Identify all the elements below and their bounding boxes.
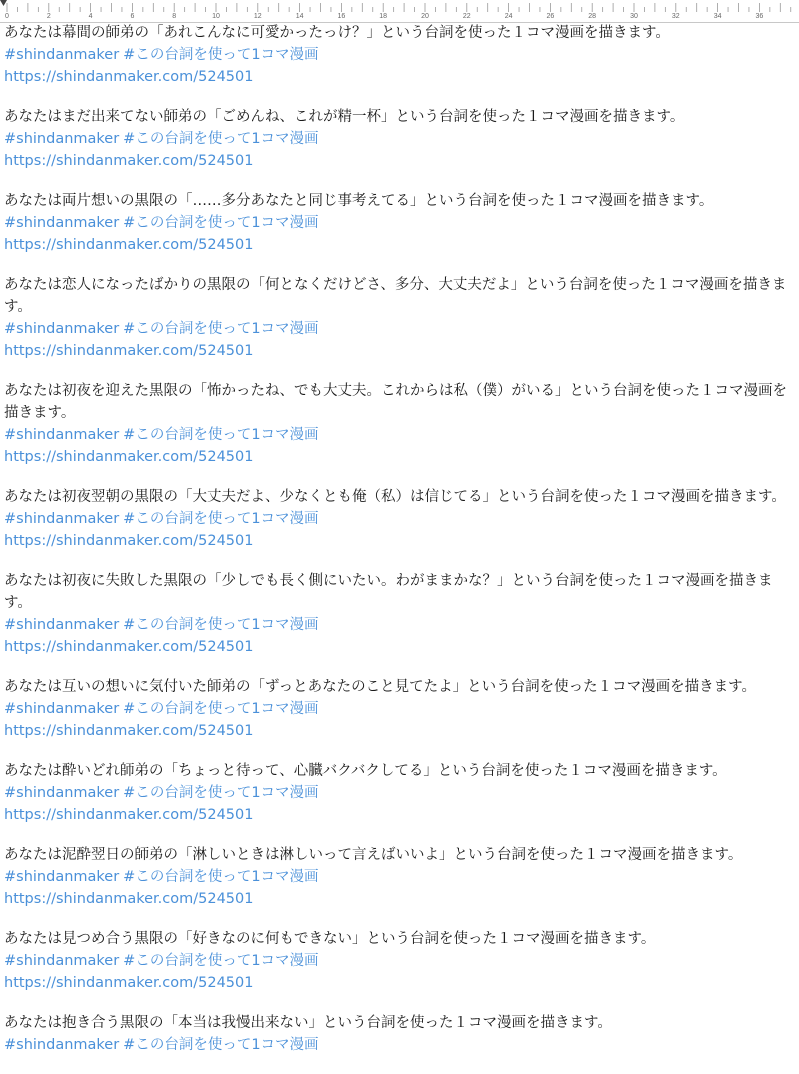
prompt-sentence: あなたは見つめ合う黒限の「好きなのに何もできない」という台詞を使った１コマ漫画を描きます。 (4, 931, 656, 947)
hashtag-link[interactable]: #この台詞を使って1コマ漫画 (123, 869, 319, 885)
hashtag-link[interactable]: #この台詞を使って1コマ漫画 (123, 47, 319, 63)
ruler-label: 12 (253, 13, 262, 20)
ruler-label: 34 (713, 13, 722, 20)
prompt-sentence: あなたは幕間の師弟の「あれこんなに可愛かったっけ？」という台詞を使った１コマ漫画を描きます。 (4, 25, 670, 41)
prompt-sentence: あなたは初夜翌朝の黒限の「大丈夫だよ、少なくとも俺（私）は信じてる」という台詞を使った１コマ漫画を描きます。 (4, 489, 786, 505)
hashtag-link[interactable]: #shindanmaker (4, 47, 120, 63)
hashtag-line (4, 866, 799, 888)
prompt-sentence: あなたは抱き合う黒限の「本当は我慢出来ない」という台詞を使った１コマ漫画を描きます。 (4, 1015, 612, 1031)
ruler-label: 2 (46, 13, 51, 20)
ruler-label: 28 (588, 13, 597, 20)
prompt-sentence: あなたは互いの想いに気付いた師弟の「ずっとあなたのこと見てたよ」という台詞を使った１コマ漫画を描きます。 (4, 679, 756, 695)
hashtag-link[interactable]: #shindanmaker (4, 511, 120, 527)
prompt-entry (4, 486, 799, 552)
prompt-sentence: あなたは初夜を迎えた黒限の「怖かったね、でも大丈夫。これからは私（僕）がいる」という台詞を使った１コマ漫画を描きます。 (4, 383, 787, 421)
hashtag-link[interactable]: #shindanmaker (4, 701, 120, 717)
shindanmaker-url-link[interactable]: https://shindanmaker.com/524501 (4, 975, 254, 991)
shindanmaker-url-link[interactable]: https://shindanmaker.com/524501 (4, 807, 254, 823)
shindanmaker-url-link[interactable]: https://shindanmaker.com/524501 (4, 343, 254, 359)
ruler-label: 10 (212, 13, 220, 20)
hashtag-line (4, 508, 799, 530)
hashtag-link[interactable]: #shindanmaker (4, 617, 120, 633)
hashtag-link[interactable]: #この台詞を使って1コマ漫画 (123, 427, 319, 443)
document-body[interactable] (4, 22, 799, 1074)
prompt-entry (4, 274, 799, 362)
hashtag-link[interactable]: #shindanmaker (4, 953, 120, 969)
hashtag-link[interactable]: #この台詞を使って1コマ漫画 (123, 321, 319, 337)
ruler-label: 20 (421, 13, 429, 20)
ruler-label: 14 (295, 13, 304, 20)
prompt-sentence: あなたは酔いどれ師弟の「ちょっと待って、心臓バクバクしてる」という台詞を使った１コマ漫画を描きます。 (4, 763, 727, 779)
hashtag-link[interactable]: #この台詞を使って1コマ漫画 (123, 1037, 319, 1053)
hashtag-link[interactable]: #shindanmaker (4, 869, 120, 885)
hashtag-line (4, 318, 799, 340)
hashtag-line (4, 424, 799, 446)
prompt-entry (4, 676, 799, 742)
prompt-sentence: あなたは恋人になったばかりの黒限の「何となくだけどさ、多分、大丈夫だよ」という台詞を使った１コマ漫画を描きます。 (4, 277, 787, 315)
prompt-entry (4, 928, 799, 994)
prompt-entry (4, 1012, 799, 1056)
ruler-label: 18 (379, 13, 388, 20)
ruler-label: 0 (5, 13, 9, 20)
prompt-entry (4, 106, 799, 172)
shindanmaker-url-link[interactable]: https://shindanmaker.com/524501 (4, 69, 254, 85)
hashtag-line (4, 698, 799, 720)
ruler-label: 30 (630, 13, 638, 20)
shindanmaker-url-link[interactable]: https://shindanmaker.com/524501 (4, 153, 254, 169)
horizontal-ruler[interactable] (0, 0, 799, 23)
hashtag-line (4, 128, 799, 150)
ruler-label: 32 (671, 13, 680, 20)
hashtag-link[interactable]: #この台詞を使って1コマ漫画 (123, 953, 319, 969)
shindanmaker-url-link[interactable]: https://shindanmaker.com/524501 (4, 449, 254, 465)
prompt-entry (4, 22, 799, 88)
ruler-label: 8 (172, 13, 177, 20)
prompt-entry (4, 760, 799, 826)
hashtag-line (4, 212, 799, 234)
ruler-label: 16 (337, 13, 346, 20)
hashtag-link[interactable]: #shindanmaker (4, 427, 120, 443)
ruler-label: 26 (546, 13, 555, 20)
ruler-label: 24 (504, 13, 513, 20)
hashtag-link[interactable]: #shindanmaker (4, 131, 120, 147)
prompt-entry (4, 570, 799, 658)
shindanmaker-url-link[interactable]: https://shindanmaker.com/524501 (4, 533, 254, 549)
shindanmaker-url-link[interactable]: https://shindanmaker.com/524501 (4, 237, 254, 253)
prompt-entry (4, 844, 799, 910)
hashtag-link[interactable]: #この台詞を使って1コマ漫画 (123, 511, 319, 527)
ruler-label: 4 (88, 13, 93, 20)
shindanmaker-url-link[interactable]: https://shindanmaker.com/524501 (4, 891, 254, 907)
hashtag-line (4, 782, 799, 804)
hashtag-link[interactable]: #この台詞を使って1コマ漫画 (123, 785, 319, 801)
ruler-label: 6 (130, 13, 135, 20)
shindanmaker-url-link[interactable]: https://shindanmaker.com/524501 (4, 723, 254, 739)
shindanmaker-url-link[interactable]: https://shindanmaker.com/524501 (4, 639, 254, 655)
hashtag-link[interactable]: #shindanmaker (4, 321, 120, 337)
prompt-sentence: あなたは両片想いの黒限の「……多分あなたと同じ事考えてる」という台詞を使った１コマ漫画を描きます。 (4, 193, 714, 209)
prompt-sentence: あなたは初夜に失敗した黒限の「少しでも長く側にいたい。わがままかな？」という台詞を使った１コマ漫画を描きます。 (4, 573, 773, 611)
hashtag-line (4, 1034, 799, 1056)
hashtag-link[interactable]: #この台詞を使って1コマ漫画 (123, 701, 319, 717)
hashtag-link[interactable]: #shindanmaker (4, 215, 120, 231)
prompt-sentence: あなたはまだ出来てない師弟の「ごめんね、これが精一杯」という台詞を使った１コマ漫画を描きます。 (4, 109, 685, 125)
ruler-label: 36 (755, 13, 764, 20)
hashtag-link[interactable]: #この台詞を使って1コマ漫画 (123, 617, 319, 633)
hashtag-line (4, 614, 799, 636)
prompt-entry (4, 190, 799, 256)
prompt-sentence: あなたは泥酔翌日の師弟の「淋しいときは淋しいって言えばいいよ」という台詞を使った１コマ漫画を描きます。 (4, 847, 743, 863)
hashtag-link[interactable]: #shindanmaker (4, 1037, 120, 1053)
prompt-entry (4, 380, 799, 468)
hashtag-link[interactable]: #この台詞を使って1コマ漫画 (123, 131, 319, 147)
hashtag-link[interactable]: #shindanmaker (4, 785, 120, 801)
hashtag-link[interactable]: #この台詞を使って1コマ漫画 (123, 215, 319, 231)
hashtag-line (4, 44, 799, 66)
ruler-label: 22 (462, 13, 471, 20)
